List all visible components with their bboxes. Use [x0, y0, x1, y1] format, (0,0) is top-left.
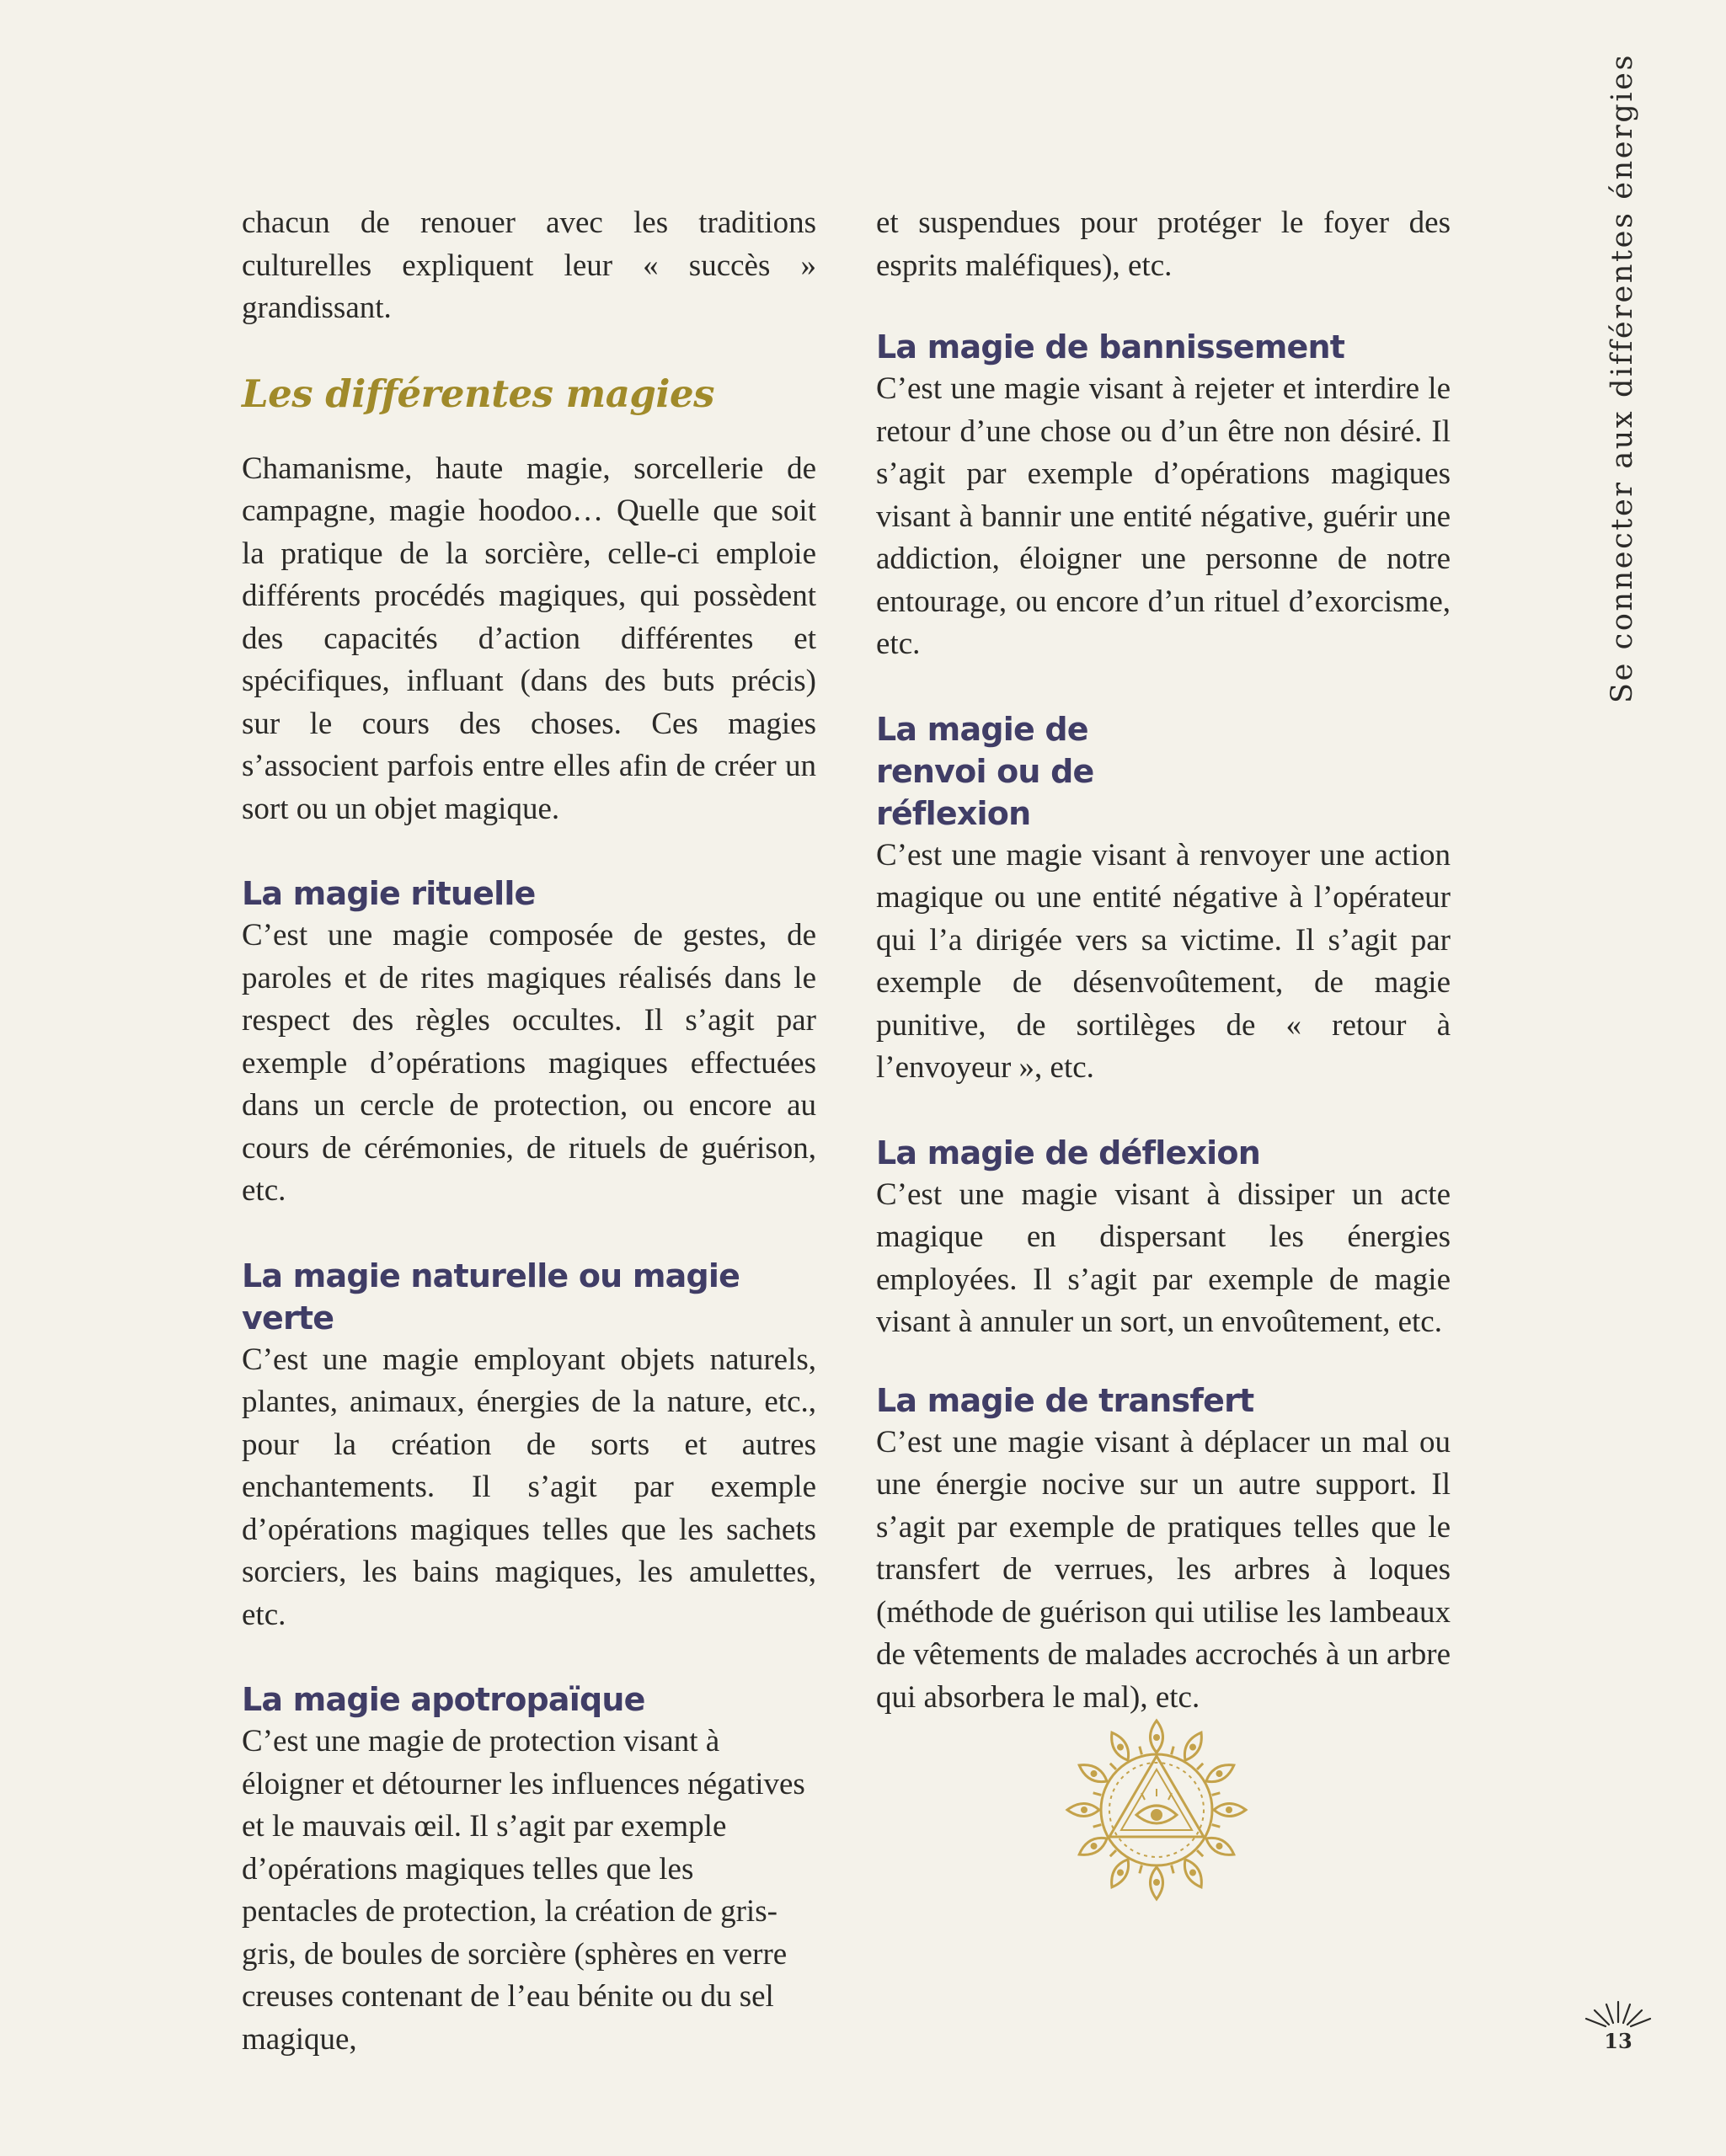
page-folio — [1583, 1999, 1654, 2064]
paragraph-naturelle: C’est une magie employant objets naturels, plantes, animaux, énergies de la nature, etc., pour la création de sorts et autres enchantements. Il s’agit par exemple d’opérations magiques telles que les sachets sorciers, les bains magiques, les amulettes, etc. — [242, 1342, 816, 1632]
all-seeing-eye-emblem-icon — [1063, 1716, 1250, 1903]
paragraph-apotropaique: C’est une magie de protection visant à éloigner et détourner les influences négatives et le mauvais œil. Il s’agit par exemple d’opérations magiques telles que les pentacles de protection, la création de gris-gris, de boules de sorcière (sphères en verre creuses contenant de l’eau bénite ou du sel magique, — [242, 1724, 805, 2057]
subheading-deflexion: La magie de déflexion — [876, 1134, 1260, 1171]
subheading-bannissement: La magie de bannissement — [876, 328, 1345, 366]
subheading-renvoi: La magie de renvoi ou de réflexion — [876, 710, 1094, 832]
subheading-transfert: La magie de transfert — [876, 1381, 1254, 1419]
subheading-apotropaique: La magie apotropaïque — [242, 1681, 645, 1718]
section-paragraph: Chamanisme, haute magie, sorcellerie de campagne, magie hoodoo… Quelle que soit la pratique de la sorcière, celle-ci emploie différents procédés magiques, qui possèdent des capacités d’action différentes et spécifiques, influant (dans des buts précis) sur le cours des choses. Ces magies s’associent parfois entre elles afin de créer un sort ou un objet magique. — [242, 451, 816, 826]
paragraph-transfert: C’est une magie visant à déplacer un mal ou une énergie nocive sur un autre support. Il s’agit par exemple de pratiques telles que le transfert de verrues, les arbres à loques (méthode de guérison qui utilise les lambeaux de vêtements de malades accrochés à un arbre qui absorbera le mal), etc. — [876, 1424, 1451, 1715]
subheading-naturelle: La magie naturelle ou magie verte — [242, 1257, 740, 1337]
running-title: Se connecter aux différentes énergies — [1606, 52, 1639, 703]
paragraph-bannissement: C’est une magie visant à rejeter et interdire le retour d’une chose ou d’un être non désiré. Il s’agit par exemple d’opérations magiques visant à bannir une entité négative, guérir une addiction, éloigner une personne de notre entourage, ou encore d’un rituel d’exorcisme, etc. — [876, 371, 1451, 661]
intro-paragraph: chacun de renouer avec les traditions culturelles expliquent leur « succès » grandissant. — [242, 205, 816, 325]
subheading-rituelle: La magie rituelle — [242, 875, 536, 912]
section-title: Les différentes magies — [242, 371, 714, 416]
page-number: 13 — [1604, 2029, 1632, 2053]
paragraph-deflexion: C’est une magie visant à dissiper un acte magique en dispersant les énergies employées. Il s’agit par exemple de magie visant à annuler un sort, un envoûtement, etc. — [876, 1177, 1451, 1339]
paragraph-rituelle: C’est une magie composée de gestes, de paroles et de rites magiques réalisés dans le respect des règles occultes. Il s’agit par exemple d’opérations magiques effectuées dans un cercle de protection, ou encore au cours de cérémonies, de rituels de guérison, etc. — [242, 918, 816, 1208]
sun-rays-icon — [1583, 1999, 1654, 2029]
paragraph-renvoi: C’est une magie visant à renvoyer une action magique ou une entité négative à l’opérateur qui l’a dirigée vers sa victime. Il s’agit par exemple de désenvoûtement, de magie punitive, de sortilèges de « retour à l’envoyeur », etc. — [876, 837, 1451, 1085]
left-column — [242, 202, 816, 2061]
continued-paragraph: et suspendues pour protéger le foyer des esprits maléfiques), etc. — [876, 205, 1451, 283]
right-column — [876, 202, 1451, 1719]
